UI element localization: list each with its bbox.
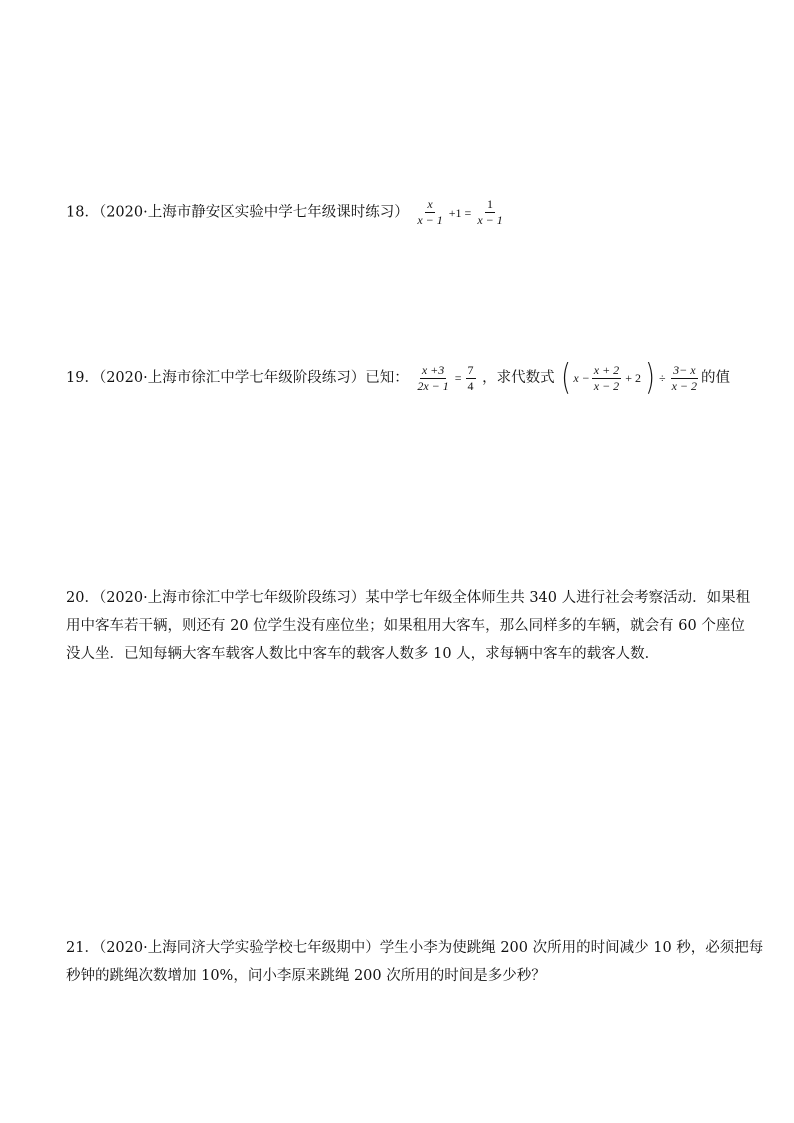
denominator: x − 2: [593, 378, 620, 393]
denominator: x − 1: [417, 213, 443, 227]
problem-text: 某中学七年级全体师生共 340 人进行社会考察活动．如果租: [365, 590, 751, 606]
problem-18-line: [66, 198, 730, 227]
problem-suffix: 的值: [701, 370, 731, 386]
equation: [413, 198, 506, 227]
problem-source: （2020·上海市徐汇中学七年级阶段练习）: [98, 590, 366, 606]
fraction: [466, 364, 476, 393]
denominator: x − 1: [477, 213, 503, 227]
problem-source: （2020·上海市徐汇中学七年级阶段练习）: [98, 370, 366, 386]
problem-number: 18．: [66, 204, 99, 221]
equation: [413, 364, 477, 393]
problem-18: [66, 198, 730, 227]
problem-prefix: 已知：: [365, 370, 409, 386]
operator: =: [454, 371, 462, 385]
numerator: x: [427, 197, 433, 211]
problem-21-line-1: [66, 934, 764, 962]
problem-number: 20．: [66, 590, 99, 606]
term: x −: [573, 371, 590, 385]
problem-mid-text: ，求代数式: [482, 370, 555, 386]
denominator: x − 2: [671, 378, 698, 393]
problem-20-line-3: 没人坐．已知每辆大客车载客人数比中客车的载客人数多 10 人，求每辆中客车的载客人数．: [66, 646, 660, 662]
operator: + 2: [625, 371, 641, 385]
problem-number: 19．: [66, 370, 99, 386]
operator: ÷: [659, 371, 666, 385]
problem-text: 学生小李为使跳绳 200 次所用的时间减少 10 秒，必须把每: [379, 940, 764, 956]
numerator: 1: [487, 197, 494, 211]
numerator: x +3: [421, 362, 445, 377]
problem-20: [66, 584, 751, 668]
denominator: 4: [467, 378, 474, 393]
fraction: [475, 198, 504, 227]
problem-21: [66, 934, 764, 990]
fraction: [670, 364, 699, 393]
problem-number: 21．: [66, 940, 99, 956]
expression: [559, 357, 701, 398]
problem-20-line-1: [66, 584, 751, 612]
denominator: 2x − 1: [417, 378, 449, 393]
problem-21-line-2: 秒钟的跳绳次数增加 10%，问小李原来跳绳 200 次所用的时间是多少秒？: [66, 968, 546, 984]
numerator: 3− x: [673, 362, 696, 377]
problem-19-line: [66, 357, 731, 398]
problem-source: （2020·上海市静安区实验中学七年级课时练习）: [98, 204, 409, 221]
right-paren: ): [645, 357, 655, 398]
problem-20-line-2: 用中客车若干辆，则还有 20 位学生没有座位坐；如果租用大客车，那么同样多的车辆，就会有 60 个座位: [66, 618, 745, 634]
left-paren: (: [561, 357, 572, 398]
operator: +1 =: [448, 205, 472, 220]
problem-19: [66, 357, 731, 398]
fraction: [415, 198, 444, 227]
fraction: [592, 364, 621, 393]
problem-source: （2020·上海同济大学实验学校七年级期中）: [98, 940, 380, 956]
numerator: x + 2: [593, 362, 620, 377]
numerator: 7: [467, 362, 474, 377]
fraction: [415, 364, 450, 393]
